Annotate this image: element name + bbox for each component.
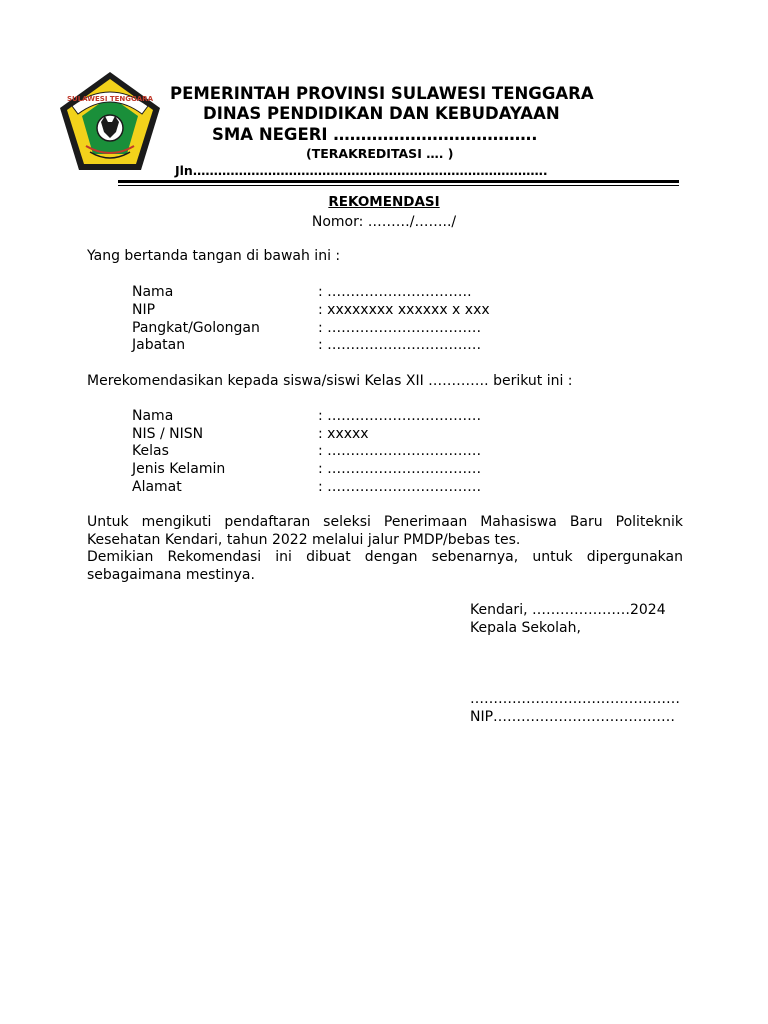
student-value: : …………………………… [318,461,482,477]
signer-label: Jabatan [132,337,186,353]
student-label: NIS / NISN [132,426,204,442]
student-value: : …………………………… [318,443,482,459]
student-label: Nama [132,408,174,424]
signer-value: : xxxxxxxx xxxxxx x xxx [318,302,490,318]
document-title: REKOMENDASI [328,194,440,210]
signature-position: Kepala Sekolah, [470,620,581,636]
signer-value: : …………………………. [318,284,472,300]
signer-value: : …………………………… [318,320,482,336]
intro-text: Yang bertanda tangan di bawah ini : [87,248,341,264]
kop-divider-thin [118,185,679,186]
student-value: : …………………………… [318,479,482,495]
signer-value: : …………………………… [318,337,482,353]
province-emblem-logo [56,68,164,176]
logo-text: SULAWESI TENGGARA [66,95,154,103]
signature-name-line: ……………………………………… [470,691,680,707]
student-value: : xxxxx [318,426,369,442]
kop-divider-thick [118,180,679,183]
student-label: Alamat [132,479,182,495]
student-label: Jenis Kelamin [132,461,226,477]
kop-accreditation: (TERAKREDITASI …. ) [306,146,454,161]
signer-label: Nama [132,284,174,300]
kop-government: PEMERINTAH PROVINSI SULAWESI TENGGARA [170,84,594,103]
student-value: : …………………………… [318,408,482,424]
signer-label: Pangkat/Golongan [132,320,260,336]
signature-nip: NIP………………………………… [470,709,676,725]
student-label: Kelas [132,443,169,459]
body-paragraph-closing: Demikian Rekomendasi ini dibuat dengan sebenarnya, untuk dipergunakan sebagaimana mestinya. [87,549,683,583]
recommend-text: Merekomendasikan kepada siswa/siswi Kelas XII …………. berikut ini : [87,373,573,389]
signature-place-date: Kendari, …………………2024 [470,602,666,618]
body-paragraph-purpose: Untuk mengikuti pendaftaran seleksi Penerimaan Mahasiswa Baru Politeknik Kesehatan Kendari, tahun 2022 melalui jalur PMDP/bebas tes. [87,514,683,548]
kop-school: SMA NEGERI ………………………………. [212,125,538,144]
signer-label: NIP [132,302,156,318]
kop-department: DINAS PENDIDIKAN DAN KEBUDAYAAN [203,104,560,123]
kop-address: Jln…………………………………………………………………………. [175,163,548,178]
document-number: Nomor: ………/……../ [311,214,457,230]
